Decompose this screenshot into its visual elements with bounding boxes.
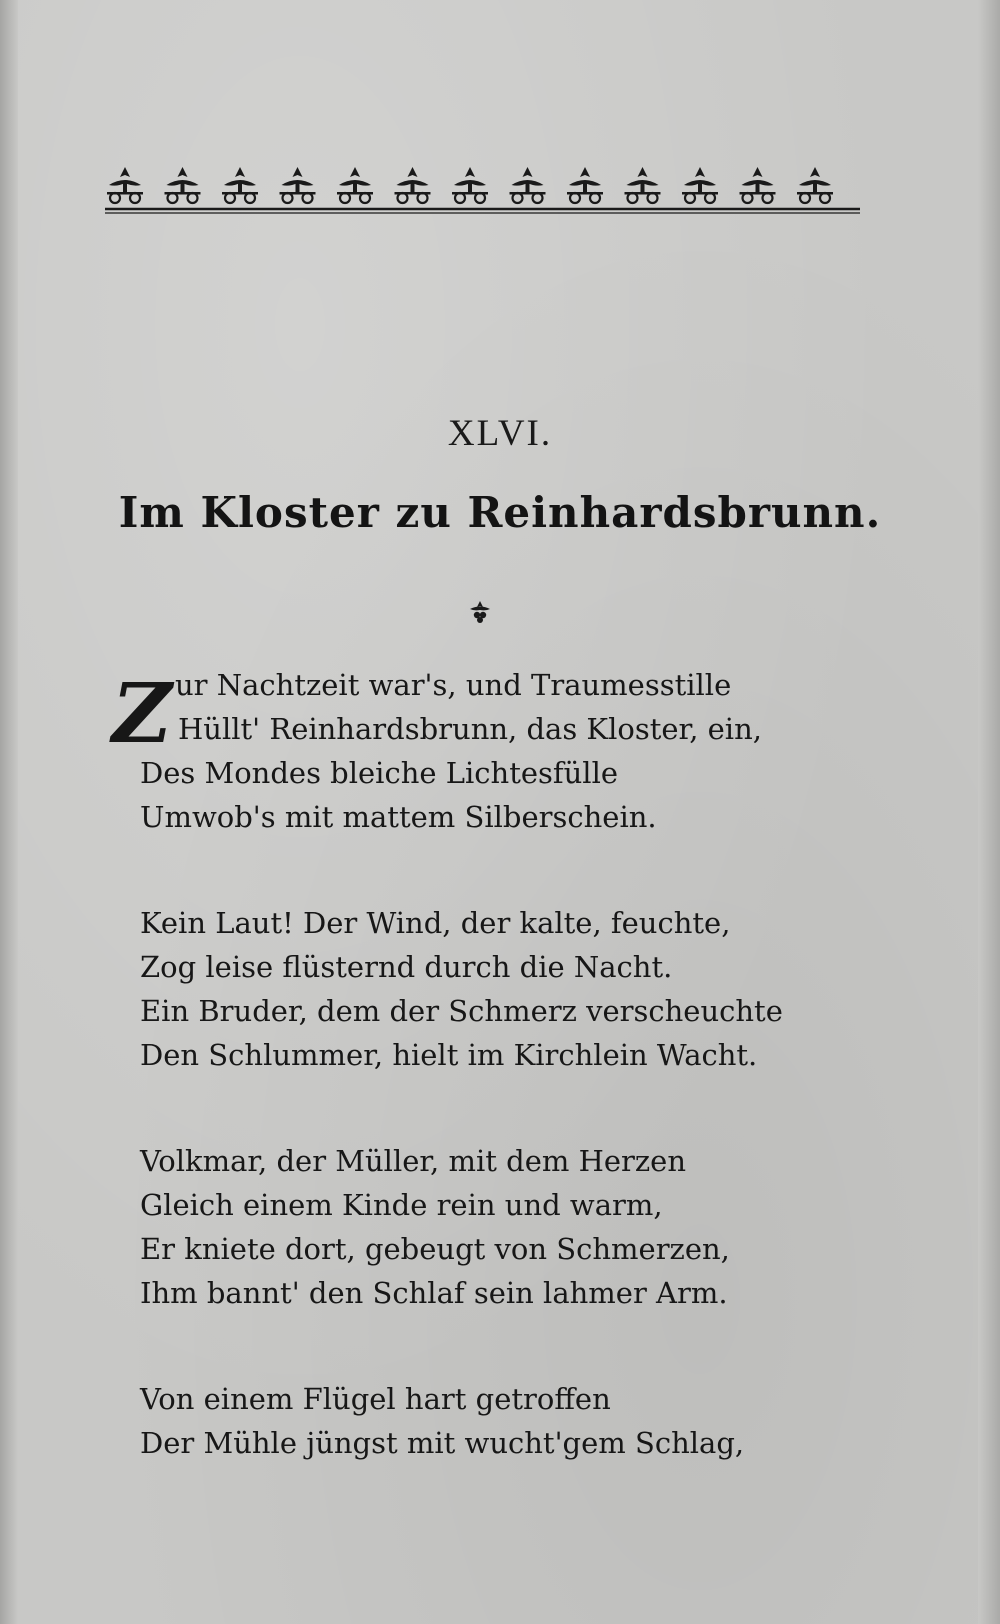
poem-line: Von einem Flügel hart getroffen: [140, 1382, 611, 1416]
fleuron-icon: [337, 167, 373, 203]
fleuron-icon: [107, 167, 143, 203]
poem-line: Kein Laut! Der Wind, der kalte, feuchte,: [140, 906, 731, 940]
poem-line: Ihm bannt' den Schlaf sein lahmer Arm.: [140, 1276, 728, 1310]
poem-line: Gleich einem Kinde rein und warm,: [140, 1188, 663, 1222]
poem-title: Im Kloster zu Reinhardsbrunn.: [118, 488, 882, 537]
page-edge-shadow: [978, 0, 1000, 1624]
chapter-number: XLVI.: [447, 413, 553, 454]
poem-line: Der Mühle jüngst mit wucht'gem Schlag,: [140, 1426, 745, 1460]
fleuron-row-icon: [105, 165, 860, 225]
fleuron-icon: [797, 167, 833, 203]
poem-line: Hüllt' Reinhardsbrunn, das Kloster, ein,: [178, 712, 762, 746]
fleuron-icon: [510, 167, 546, 203]
poem-line: Des Mondes bleiche Lichtesfülle: [140, 756, 619, 790]
fleuron-icon: [452, 167, 488, 203]
poem-line: Umwob's mit mattem Silberschein.: [140, 800, 657, 834]
fleuron-icon: [280, 167, 316, 203]
fleuron-icon: [625, 167, 661, 203]
fleuron-icon: [222, 167, 258, 203]
poem-line: Ein Bruder, dem der Schmerz verscheuchte: [140, 994, 783, 1028]
ornamental-header-border: [105, 165, 860, 225]
poem-line: Den Schlummer, hielt im Kirchlein Wacht.: [140, 1038, 758, 1072]
fleuron-icon: [740, 167, 776, 203]
poem-line: ur Nachtzeit war's, und Traumesstille: [175, 668, 732, 702]
poem-line: Volkmar, der Müller, mit dem Herzen: [140, 1144, 687, 1178]
fleuron-icon: [682, 167, 718, 203]
page-gutter-shadow: [0, 0, 18, 1624]
poem-line: Zog leise flüsternd durch die Nacht.: [140, 950, 673, 984]
leaf-vignette-icon: [466, 598, 494, 626]
fleuron-icon: [567, 167, 603, 203]
fleuron-icon: [395, 167, 431, 203]
drop-cap-letter: Z: [112, 666, 172, 762]
poem-line: Er kniete dort, gebeugt von Schmerzen,: [140, 1232, 730, 1266]
fleuron-icon: [165, 167, 201, 203]
